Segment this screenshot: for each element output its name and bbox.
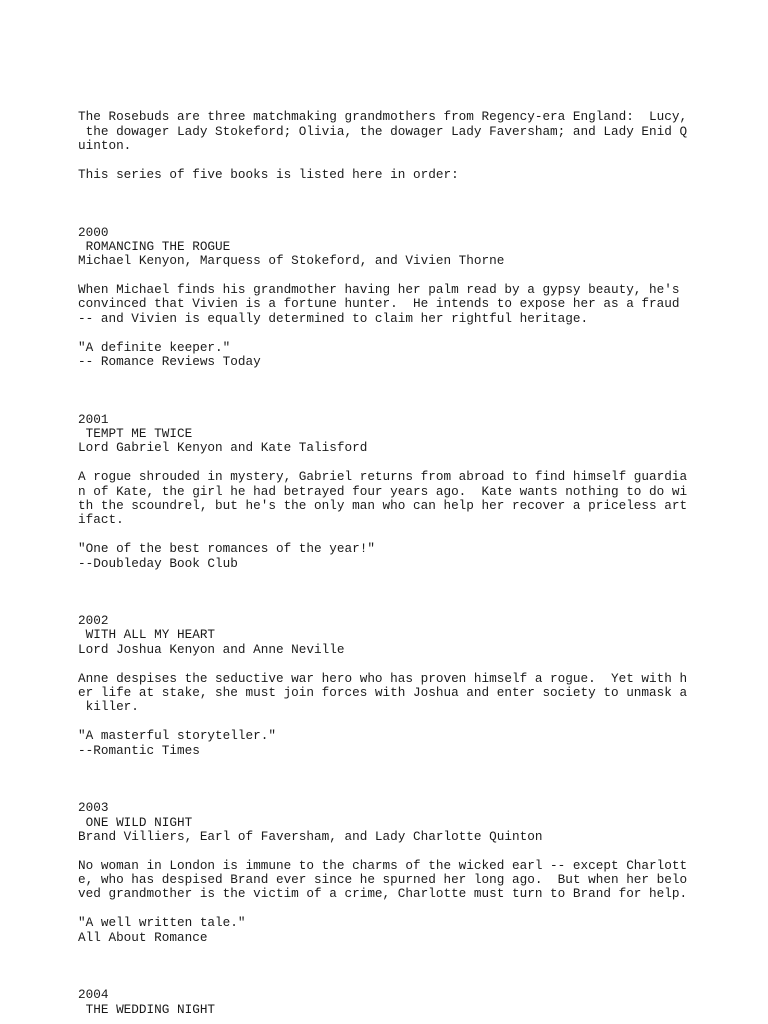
text-line <box>78 715 758 729</box>
text-line <box>78 182 758 196</box>
text-line: A rogue shrouded in mystery, Gabriel returns from abroad to find himself guardia <box>78 469 688 485</box>
text-line <box>78 211 758 225</box>
text-line: 2002 <box>78 613 109 629</box>
text-line: TEMPT ME TWICE <box>78 425 193 441</box>
text-line: n of Kate, the girl he had betrayed four years ago. Kate wants nothing to do wi <box>78 483 688 499</box>
text-line <box>78 772 758 786</box>
text-line <box>78 600 758 614</box>
text-line: "A definite keeper." <box>78 339 231 355</box>
text-line: --Romantic Times <box>78 742 200 758</box>
text-line: "One of the best romances of the year!" <box>78 541 375 557</box>
text-line <box>78 571 758 585</box>
text-line: The Rosebuds are three matchmaking grandmothers from Regency-era England: Lucy, <box>78 109 688 125</box>
text-line: ved grandmother is the victim of a crime, Charlotte must turn to Brand for help. <box>78 886 688 902</box>
text-line: 2004 <box>78 987 109 1003</box>
text-line: Michael Kenyon, Marquess of Stokeford, and Vivien Thorne <box>78 253 505 269</box>
text-line <box>78 197 758 211</box>
text-line: e, who has despised Brand ever since he spurned her long ago. But when her belo <box>78 872 688 888</box>
text-line: ROMANCING THE ROGUE <box>78 238 231 254</box>
text-line: 2001 <box>78 411 109 427</box>
text-line <box>78 96 758 110</box>
text-line: Lord Gabriel Kenyon and Kate Talisford <box>78 440 368 456</box>
text-line: -- Romance Reviews Today <box>78 354 261 370</box>
text-line: THE WEDDING NIGHT <box>78 1001 216 1017</box>
text-line <box>78 902 758 916</box>
text-line <box>78 787 758 801</box>
text-line: Anne despises the seductive war hero who has proven himself a rogue. Yet with h <box>78 670 688 686</box>
text-line: uinton. <box>78 138 132 154</box>
text-line <box>78 528 758 542</box>
text-line: "A well written tale." <box>78 915 246 931</box>
document-page <box>78 96 758 1017</box>
text-line <box>78 269 758 283</box>
text-line <box>78 758 758 772</box>
text-line: 2000 <box>78 224 109 240</box>
text-line: the dowager Lady Stokeford; Olivia, the dowager Lady Faversham; and Lady Enid Q <box>78 123 688 139</box>
text-line <box>78 945 758 959</box>
text-line: th the scoundrel, but he's the only man who can help her recover a priceless art <box>78 497 688 513</box>
text-line <box>78 585 758 599</box>
text-line <box>78 154 758 168</box>
text-line: 2003 <box>78 800 109 816</box>
text-line <box>78 974 758 988</box>
text-line: "A masterful storyteller." <box>78 728 276 744</box>
text-line <box>78 844 758 858</box>
text-line <box>78 326 758 340</box>
text-line: convinced that Vivien is a fortune hunter. He intends to expose her as a fraud <box>78 296 680 312</box>
text-line <box>78 456 758 470</box>
text-line: WITH ALL MY HEART <box>78 627 216 643</box>
text-line <box>78 369 758 383</box>
text-line: -- and Vivien is equally determined to claim her rightful heritage. <box>78 310 589 326</box>
text-line: --Doubleday Book Club <box>78 555 238 571</box>
text-line: This series of five books is listed here in order: <box>78 166 459 182</box>
text-line: No woman in London is immune to the charms of the wicked earl -- except Charlott <box>78 857 688 873</box>
text-line: Lord Joshua Kenyon and Anne Neville <box>78 641 345 657</box>
text-line <box>78 657 758 671</box>
text-line <box>78 959 758 973</box>
text-line: er life at stake, she must join forces with Joshua and enter society to unmask a <box>78 685 688 701</box>
text-line: killer. <box>78 699 139 715</box>
text-line: When Michael finds his grandmother having her palm read by a gypsy beauty, he's <box>78 282 680 298</box>
text-line: All About Romance <box>78 929 208 945</box>
text-line: Brand Villiers, Earl of Faversham, and Lady Charlotte Quinton <box>78 828 543 844</box>
text-line: ifact. <box>78 512 124 528</box>
text-line <box>78 384 758 398</box>
text-line: ONE WILD NIGHT <box>78 814 193 830</box>
text-line <box>78 398 758 412</box>
